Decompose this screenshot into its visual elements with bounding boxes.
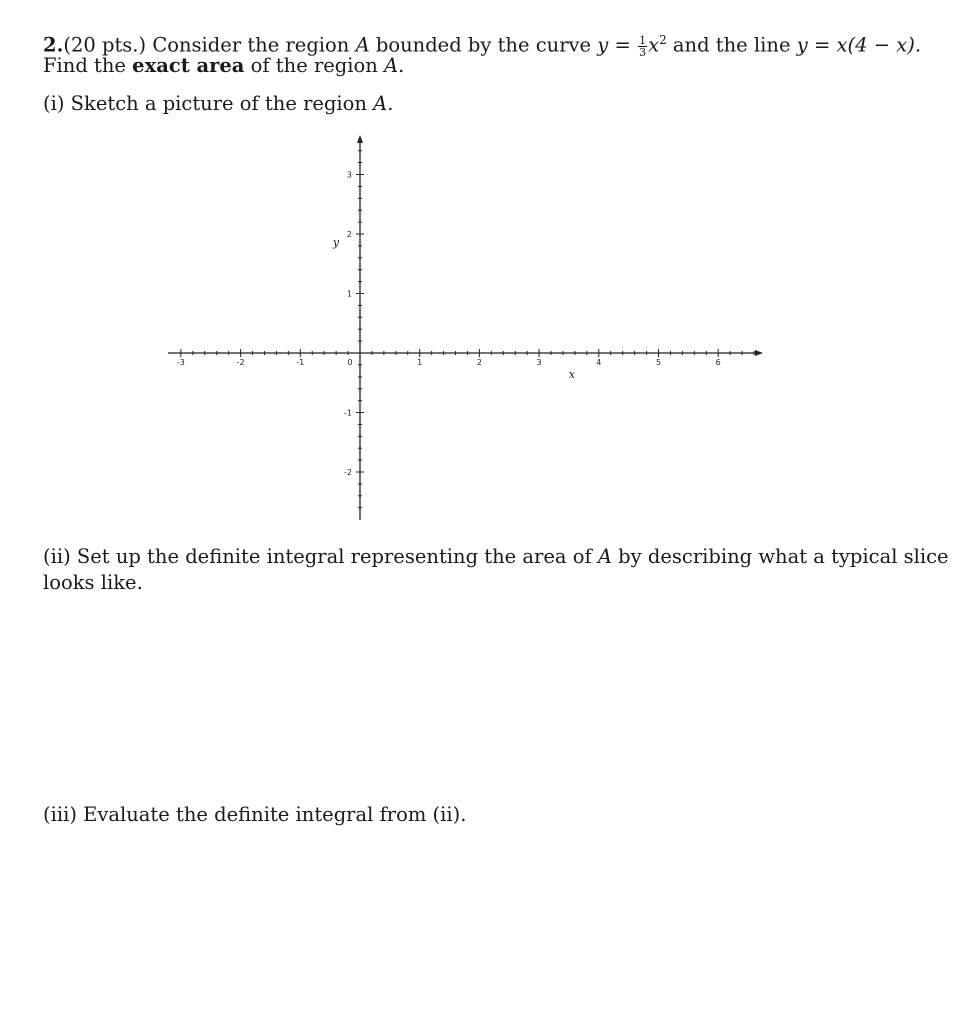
y-tick-label: 2 (346, 230, 352, 239)
part-ii-prompt-line1 (43, 545, 949, 569)
part-i-text: (i) Sketch a picture of the region (43, 92, 367, 115)
find-text: Find the (43, 54, 126, 77)
x-tick-label: 1 (417, 358, 423, 367)
part-i-var: A. (373, 92, 394, 115)
x-axis-arrow (755, 350, 763, 356)
x-tick-label: -2 (236, 358, 245, 367)
y-tick-label: 3 (346, 170, 352, 180)
y-axis-label: y (332, 235, 340, 249)
y-axis-arrow (357, 135, 363, 143)
part-ii-var: A (597, 545, 612, 568)
x-tick-label: 2 (476, 358, 482, 367)
axes-group (168, 135, 763, 520)
problem-number: 2. (43, 33, 64, 57)
y-tick-label: -2 (344, 468, 352, 477)
x-axis-label: x (568, 368, 576, 381)
region-variable-end: A. (384, 54, 405, 77)
region-variable: A (355, 33, 370, 57)
bounded-by-text: bounded by the curve (375, 33, 592, 57)
curve-equals: = (614, 33, 631, 57)
of-region-text: of the region (250, 54, 378, 77)
fraction-denominator: 3 (639, 46, 647, 60)
x-tick-label: -3 (176, 358, 185, 367)
x-tick-label: -1 (296, 358, 305, 367)
curve-x-var: x (648, 33, 660, 57)
exact-area-text: exact area (132, 54, 245, 77)
x-tick-label: 5 (655, 358, 662, 367)
part-ii-prompt-line2: looks like. (43, 571, 143, 594)
line-y-var: y (796, 33, 808, 57)
part-ii-text-start: (ii) Set up the definite integral representing the area of (43, 545, 592, 568)
x-tick-label: 6 (715, 358, 721, 367)
x-tick-label: 4 (596, 358, 602, 367)
fraction-numerator: 1 (639, 34, 647, 48)
x-tick-label: 3 (536, 358, 542, 367)
problem-points: (20 pts.) (63, 33, 147, 57)
line-rhs: x(4 − x). (836, 33, 922, 57)
problem-intro: Consider the region (152, 33, 350, 57)
y-tick-label: 1 (346, 289, 352, 299)
line-equals: = (813, 33, 831, 57)
y-tick-label: -1 (344, 408, 352, 418)
x-tick-label: 0 (347, 358, 353, 367)
part-ii-text-end: by describing what a typical slice (618, 545, 949, 568)
and-line-text: and the line (672, 33, 791, 57)
part-iii-prompt: (iii) Evaluate the definite integral from (ii). (43, 803, 467, 826)
curve-exponent: 2 (659, 33, 667, 47)
curve-y-var: y (597, 33, 609, 57)
